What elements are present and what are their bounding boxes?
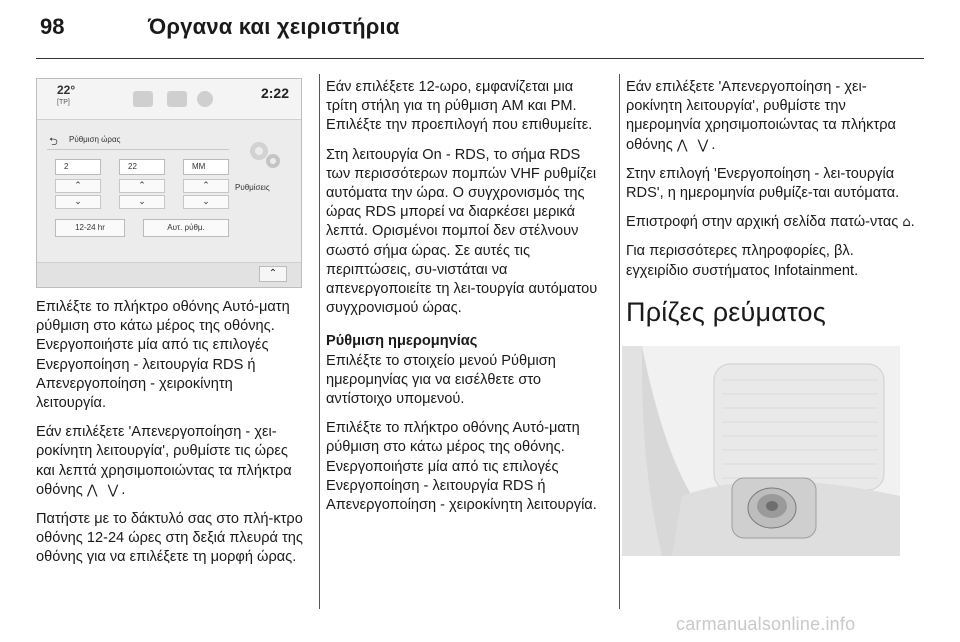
info-icon xyxy=(197,91,213,107)
right-paragraph-2: Στην επιλογή 'Ενεργοποίηση - λει-τουργία RDS', η ημερομηνία ρυθμίζε-ται αυτόματα. xyxy=(626,165,900,202)
left-paragraph-2-text: Εάν επιλέξετε 'Απενεργοποίηση - χει-ροκίνητη λειτουργία', ρυθμίστε τις ώρες και λεπτά χρησιμοποιώντας τα πλήκτρα οθόνης xyxy=(36,424,292,498)
auto-set-button: Αυτ. ρύθμ. xyxy=(143,219,229,237)
screen-bottom-bar xyxy=(37,262,301,287)
page-header xyxy=(36,14,924,50)
minute-down-icon: ⌄ xyxy=(119,195,165,209)
left-column xyxy=(36,298,304,578)
12-24-hr-button: 12-24 hr xyxy=(55,219,125,237)
middle-paragraph-2: Στη λειτουργία On - RDS, το σήμα RDS των περισσότερων πομπών VHF ρυθμίζει αυτόματα την ώρα. Ο συγχρονισμός της ώρας RDS μπορεί να διαρκέσει μερικά λεπτά. Ορισμένοι πομποί δεν στέλνουν σωστό σήμα ώρας. Σε αυτές τις περιπτώσεις, συ-νιστάται να απενεργοποιείτε τη λει-τουργία αυτόματου συγχρονισμού ώρας. xyxy=(326,146,598,317)
left-paragraph-2 xyxy=(36,423,304,500)
middle-paragraph-3: Επιλέξτε το στοιχείο μενού Ρύθμιση ημερομηνίας για να εισέλθετε στο αντίστοιχο υπομενού. xyxy=(326,352,556,408)
screen-status-bar xyxy=(37,79,301,120)
minute-up-icon: ⌃ xyxy=(119,179,165,193)
screen-title: Ρύθμιση ώρας xyxy=(69,135,121,144)
middle-paragraph-4: Επιλέξτε το πλήκτρο οθόνης Αυτό-ματη ρύθμιση στο κάτω μέρος της οθόνης. Ενεργοποιήστε μία από τις επιλογές Ενεργοποίηση - λειτουργία RDS ή Απενεργοποίηση - χειροκίνητη λειτουργία. xyxy=(326,420,597,514)
period-field: MM xyxy=(183,159,229,175)
power-outlet-photo xyxy=(622,346,900,556)
clock-readout: 2:22 xyxy=(260,85,289,101)
settings-label: Ρυθμίσεις xyxy=(235,183,270,192)
page-number: 98 xyxy=(40,14,65,39)
chapter-title: Όργανα και χειριστήρια xyxy=(148,14,400,39)
music-icon xyxy=(133,91,153,107)
phone-icon xyxy=(167,91,187,107)
time-settings-screen-illustration xyxy=(36,78,302,288)
home-icon: ⌂ xyxy=(902,215,911,231)
hour-up-icon: ⌃ xyxy=(55,179,101,193)
left-paragraph-1: Επιλέξτε το πλήκτρο οθόνης Αυτό-ματη ρύθμιση στο κάτω μέρος της οθόνης. Ενεργοποιήστε μία από τις επιλογές Ενεργοποίηση - λειτουργία RDS ή Απενεργοποίηση - χειροκίνητη λειτουργία. xyxy=(36,299,290,412)
watermark: carmanualsonline.info xyxy=(676,614,856,634)
period-down-icon: ⌄ xyxy=(183,195,229,209)
period-up-icon: ⌃ xyxy=(183,179,229,193)
left-paragraph-2-end: . xyxy=(121,481,126,498)
date-setting-heading: Ρύθμιση ημερομηνίας xyxy=(326,333,478,350)
collapse-chevron-icon: ⌃ xyxy=(259,266,287,282)
right-paragraph-3-end: . xyxy=(910,214,915,231)
minute-field: 22 xyxy=(119,159,165,175)
right-paragraph-3-text: Επιστροφή στην αρχική σελίδα πατώ-ντας xyxy=(626,214,899,231)
right-paragraph-1-text: Εάν επιλέξετε 'Απενεργοποίηση - χει-ροκίνητη λειτουργία', ρυθμίστε την ημερομηνία χρησιμοποιώντας τα πλήκτρα οθόνης xyxy=(626,79,896,153)
temperature-readout: 22° xyxy=(57,83,76,97)
up-down-chevrons-icon: ⋀ ⋁ xyxy=(86,482,122,498)
left-paragraph-3: Πατήστε με το δάκτυλό σας στο πλή-κτρο οθόνης 12-24 ώρες στη δεξιά πλευρά της οθόνης για να επιλέξετε τη μορφή ώρας. xyxy=(36,511,303,566)
middle-paragraph-1: Εάν επιλέξετε 12-ωρο, εμφανίζεται μια τρίτη στήλη για τη ρύθμιση AM και PM. Επιλέξτε την προεπιλογή που επιθυμείτε. xyxy=(326,79,593,134)
settings-gear-icon xyxy=(245,137,285,173)
power-outlets-heading: Πρίζες ρεύματος xyxy=(626,296,826,327)
tp-indicator: [TP] xyxy=(57,99,70,106)
right-paragraph-4: Για περισσότερες πληροφορίες, βλ. εγχειρίδιο συστήματος Infotainment. xyxy=(626,243,859,279)
right-paragraph-1-end: . xyxy=(711,136,716,153)
column-divider-right xyxy=(619,74,620,609)
back-arrow-icon: ⮌ xyxy=(49,135,58,148)
right-paragraph-3 xyxy=(626,213,916,232)
hour-down-icon: ⌄ xyxy=(55,195,101,209)
middle-column xyxy=(326,78,608,525)
right-paragraph-1 xyxy=(626,78,916,155)
screen-title-bar xyxy=(47,133,229,150)
right-column xyxy=(626,78,916,336)
header-rule xyxy=(36,58,924,59)
up-down-chevrons-icon: ⋀ ⋁ xyxy=(676,137,712,153)
hour-field: 2 xyxy=(55,159,101,175)
column-divider-left xyxy=(319,74,320,609)
